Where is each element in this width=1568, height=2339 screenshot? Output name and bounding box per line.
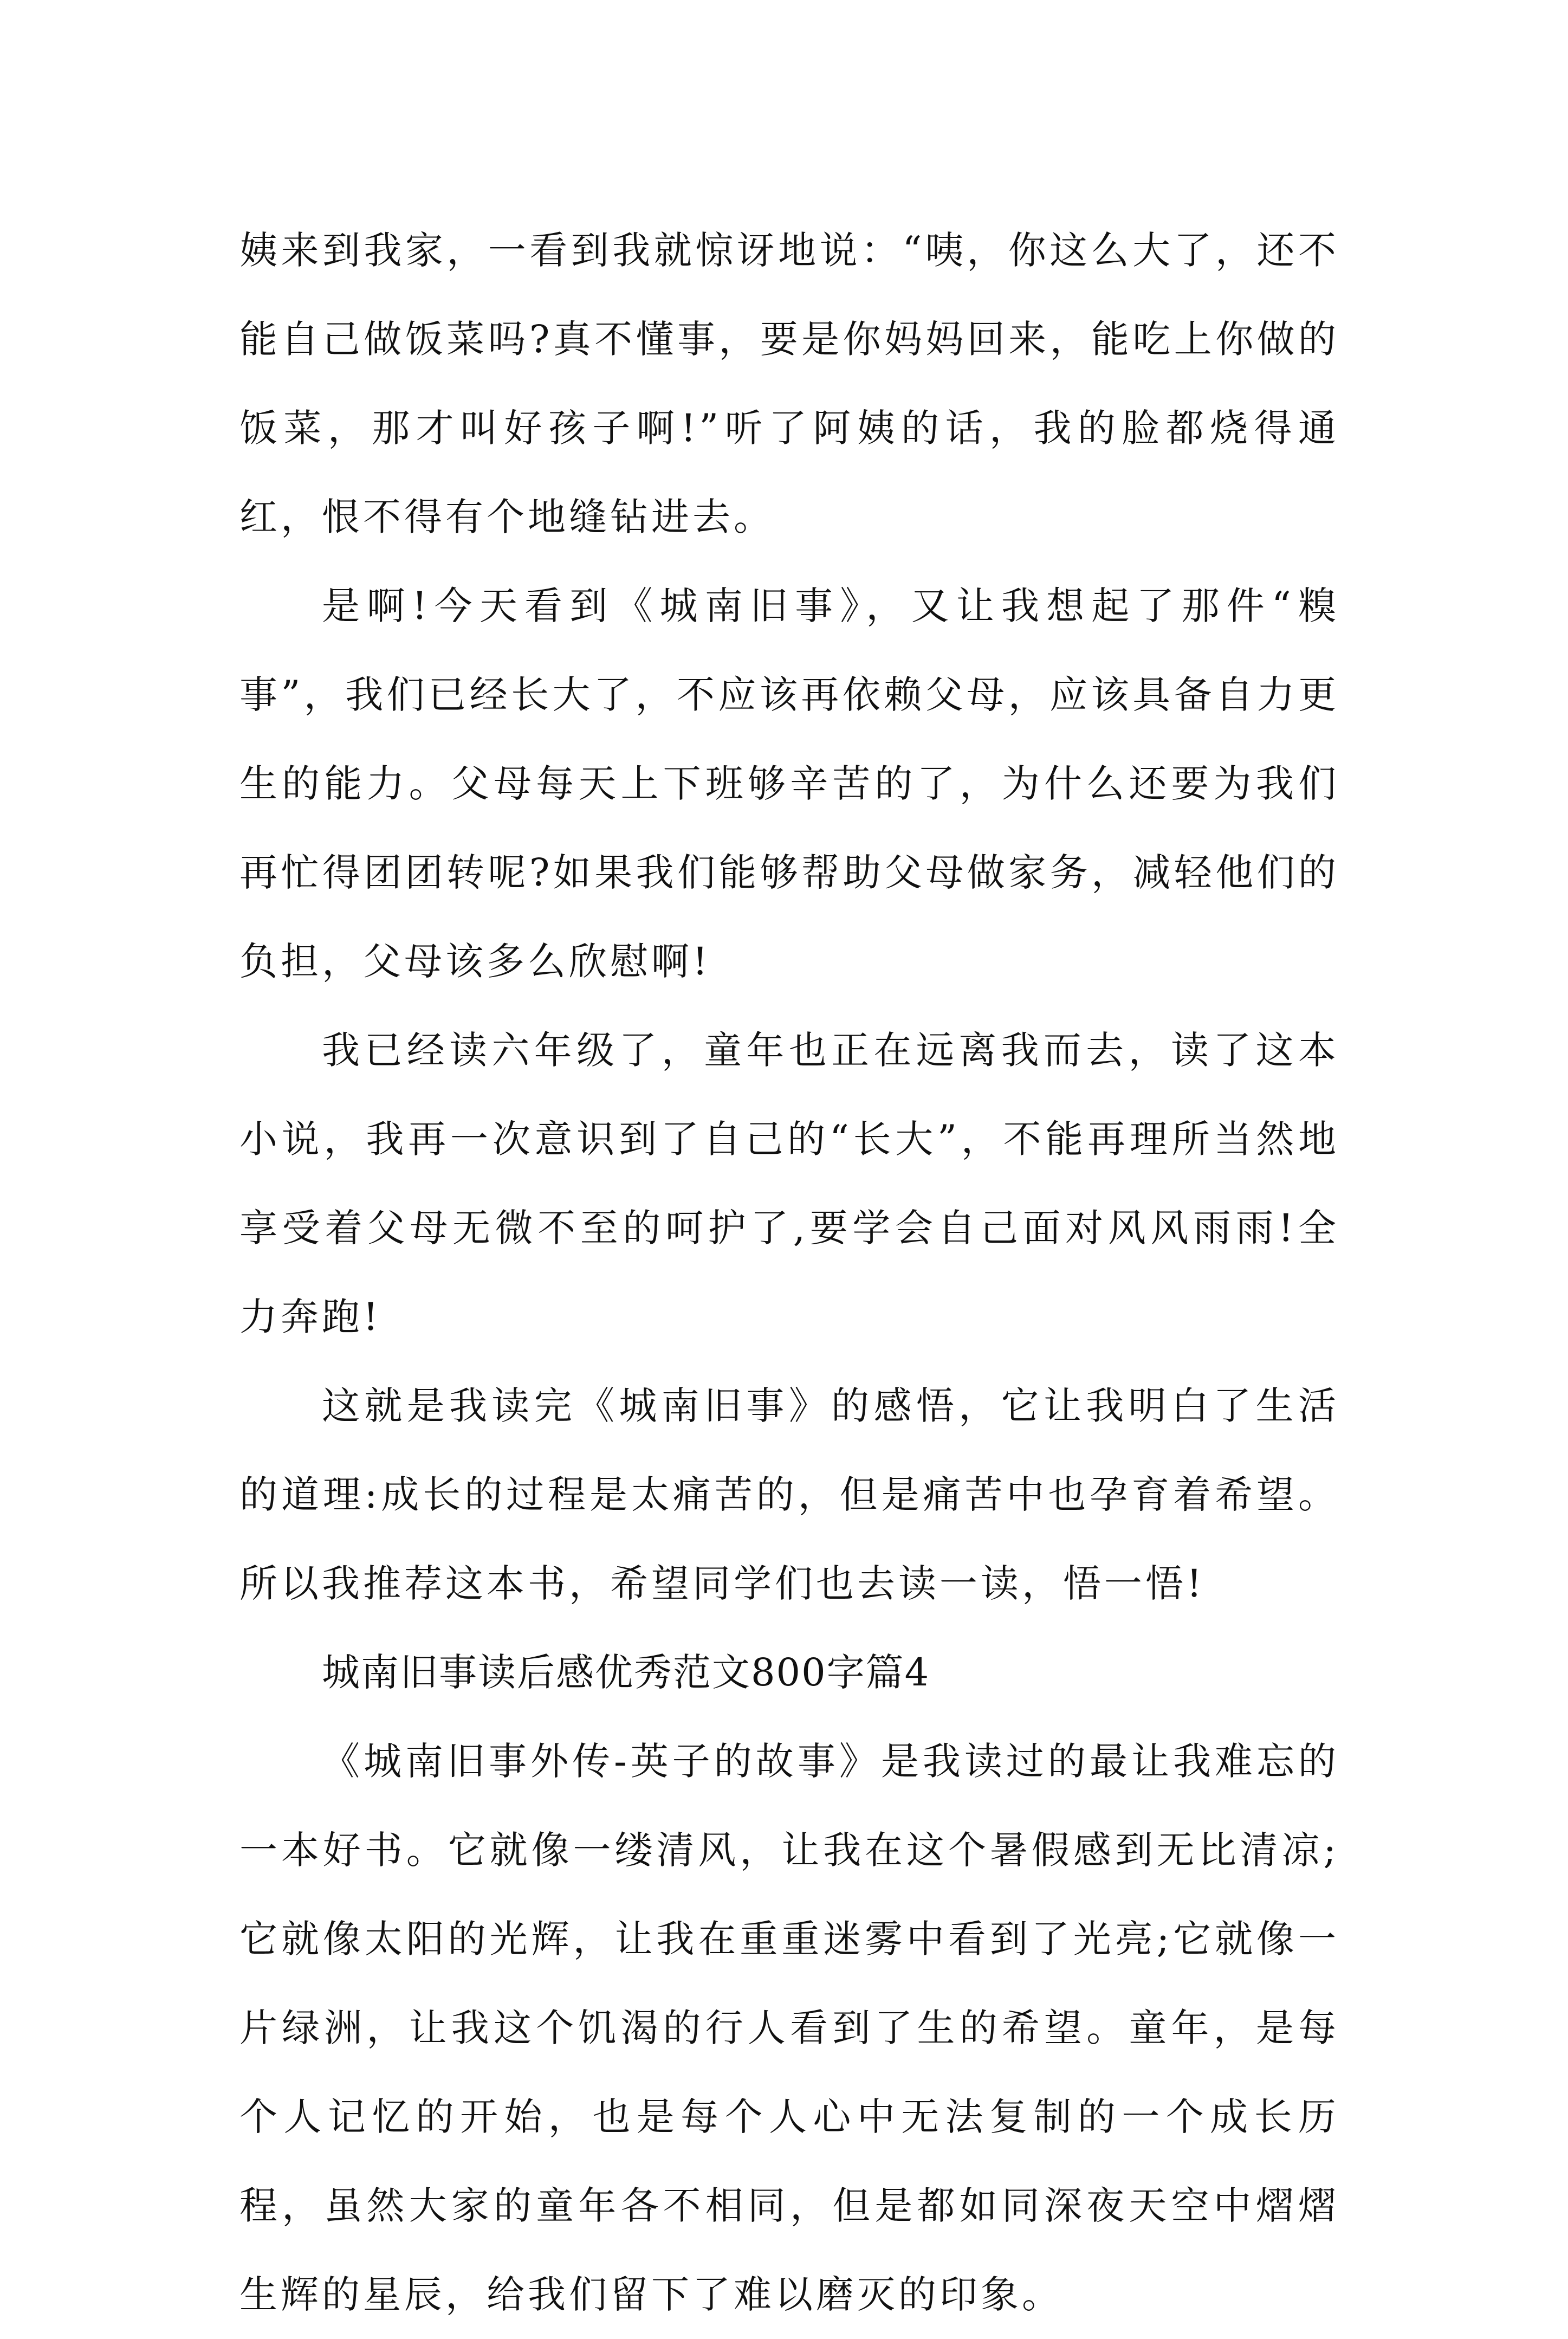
document-body [239,206,1339,2339]
paragraph: 我已经读六年级了，童年也正在远离我而去，读了这本小说，我再一次意识到了自己的“长大”，不能再理所当然地享受着父母无微不至的呵护了,要学会自己面对风风雨雨!全力奔跑! [239,1028,1339,1339]
paragraph-continued: 姨来到我家，一看到我就惊讶地说：“咦，你这么大了，还不能自己做饭菜吗?真不懂事，要是你妈妈回来，能吃上你做的饭菜，那才叫好孩子啊!”听了阿姨的话，我的脸都烧得通红，恨不得有个地缝钻进去。 [239,228,1339,539]
paragraph: 这就是我读完《城南旧事》的感悟，它让我明白了生活的道理:成长的过程是太痛苦的，但是痛苦中也孕育着希望。所以我推荐这本书，希望同学们也去读一读，悟一悟! [239,1384,1339,1606]
paragraph: 《城南旧事外传-英子的故事》是我读过的最让我难忘的一本好书。它就像一缕清风，让我在这个暑假感到无比清凉;它就像太阳的光辉，让我在重重迷雾中看到了光亮;它就像一片绿洲，让我这个饥渴的行人看到了生的希望。童年，是每个人记忆的开始，也是每个人心中无法复制的一个成长历程，虽然大家的童年各不相同，但是都如同深夜天空中熠熠生辉的星辰，给我们留下了难以磨灭的印象。 [239,1739,1339,2317]
section-heading: 城南旧事读后感优秀范文800字篇4 [322,1650,930,1695]
paragraph: 是啊!今天看到《城南旧事》，又让我想起了那件“糗事”，我们已经长大了，不应该再依赖父母，应该具备自力更生的能力。父母每天上下班够辛苦的了，为什么还要为我们再忙得团团转呢?如果我们能够帮助父母做家务，减轻他们的负担，父母该多么欣慰啊! [239,584,1339,984]
